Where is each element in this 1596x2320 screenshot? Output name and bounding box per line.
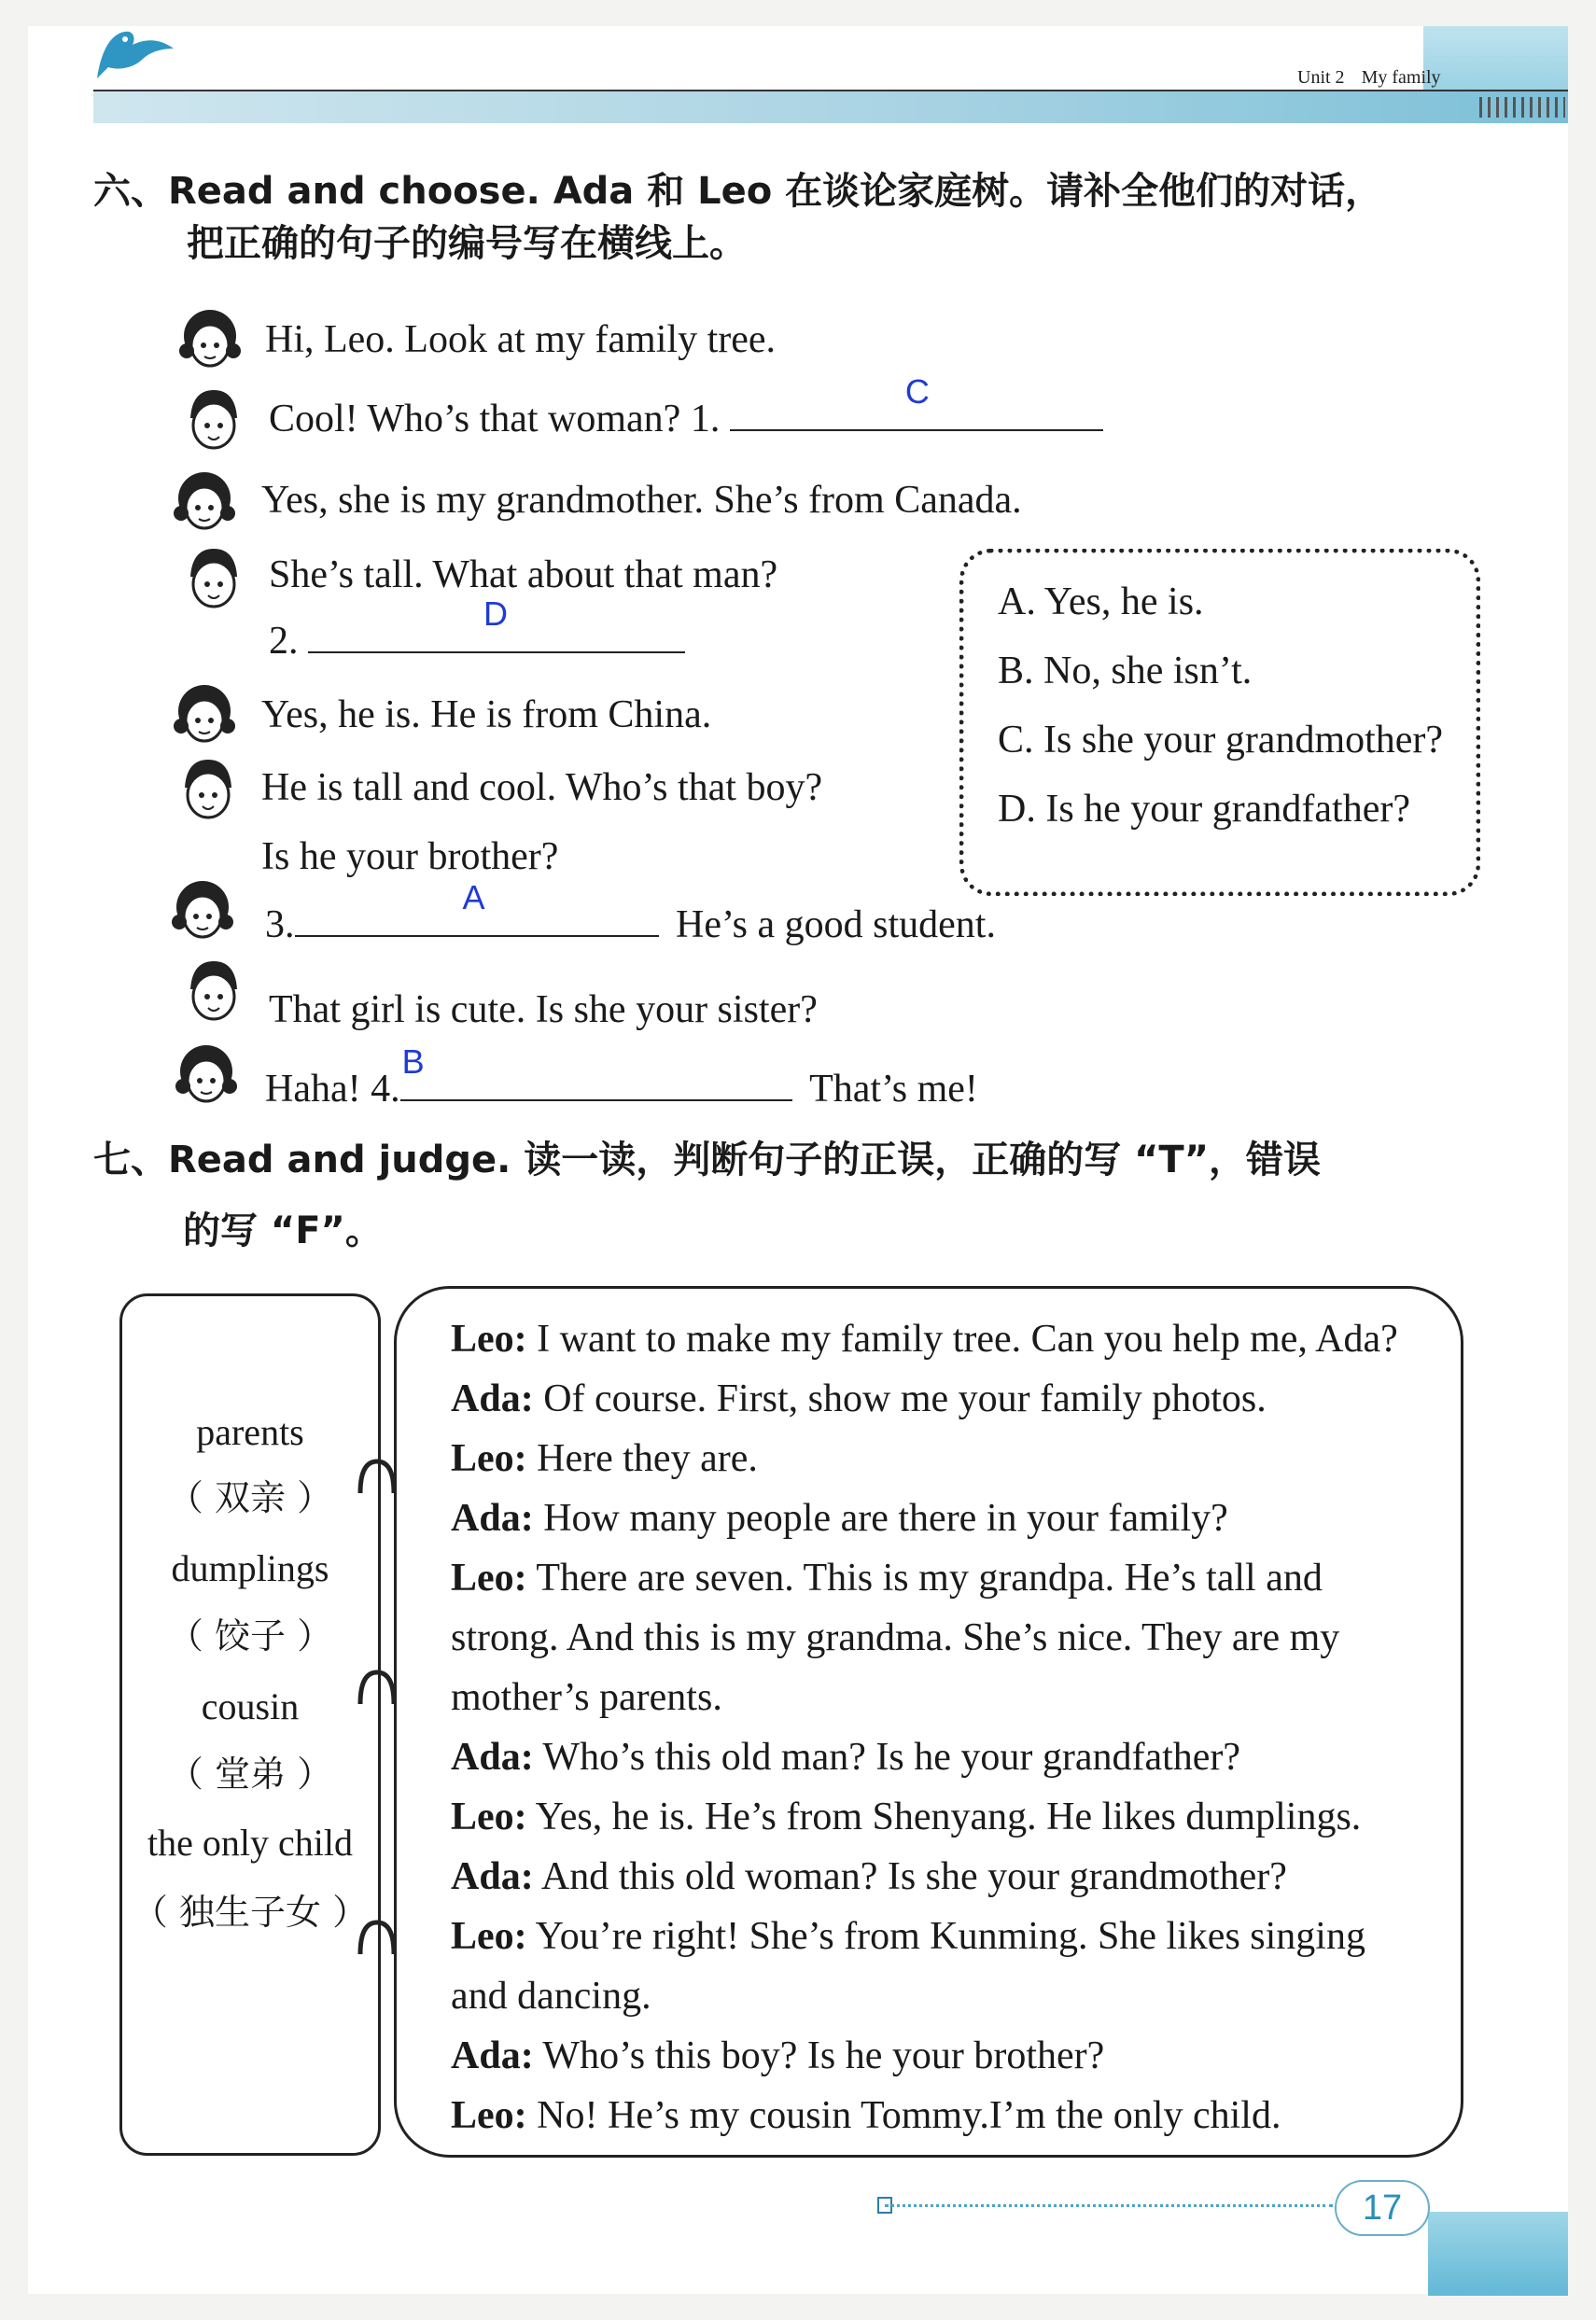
vocab-word: parents xyxy=(196,1411,304,1453)
header-band xyxy=(93,91,1568,123)
section6-heading-cont: 把正确的句子的编号写在横线上。 xyxy=(187,222,747,265)
option-b: B. No, she isn’t. xyxy=(998,650,1253,692)
leo-face-icon xyxy=(183,957,245,1025)
ada-face-icon xyxy=(172,879,233,946)
passage-line: Leo: No! He’s my cousin Tommy.I’m the only child. xyxy=(451,2094,1281,2137)
header-rule xyxy=(93,90,1568,91)
ada-face-icon xyxy=(174,470,235,538)
passage-line: Leo: You’re right! She’s from Kunming. She likes singing xyxy=(451,1915,1365,1958)
passage-line: Ada: And this old woman? Is she your grandmother? xyxy=(451,1855,1287,1898)
binder-ring-icon xyxy=(357,1667,398,1708)
dialogue-line-8: Is he your brother? xyxy=(261,835,559,878)
ada-face-icon xyxy=(174,683,235,750)
answer-blank-4[interactable] xyxy=(400,1042,792,1101)
footer-dotted-line xyxy=(885,2204,1333,2207)
vocab-word: cousin xyxy=(201,1685,300,1727)
answer-1: C xyxy=(904,372,930,411)
passage-line: Leo: There are seven. This is my grandpa. He’s tall and xyxy=(451,1557,1323,1600)
vocab-word: dumplings xyxy=(171,1547,329,1589)
answer-blank-1[interactable] xyxy=(730,372,1103,431)
ada-face-icon xyxy=(175,1043,237,1111)
options-box xyxy=(959,549,1480,896)
passage-line: Leo: I want to make my family tree. Can you help me, Ada? xyxy=(451,1318,1398,1361)
dialogue-line-2: Cool! Who’s that woman? 1. C xyxy=(269,392,1103,445)
binder-ring-icon xyxy=(357,1456,398,1497)
answer-2: D xyxy=(483,594,508,633)
option-d: D. Is he your grandfather? xyxy=(998,788,1410,831)
leo-face-icon xyxy=(183,386,245,454)
option-a: A. Yes, he is. xyxy=(998,580,1204,623)
passage-line: Leo: Yes, he is. He’s from Shenyang. He likes dumplings. xyxy=(451,1796,1362,1838)
answer-4: B xyxy=(401,1042,425,1081)
binder-ring-icon xyxy=(357,1917,398,1958)
passage-line: Ada: How many people are there in your family? xyxy=(451,1497,1228,1540)
dialogue-line-3: Yes, she is my grandmother. She’s from Canada. xyxy=(261,479,1022,522)
vocab-meaning: （ 饺子 ） xyxy=(167,1615,333,1656)
ada-face-icon xyxy=(179,308,241,375)
dialogue-line-11: Haha! 4. B That’s me! xyxy=(265,1062,978,1115)
bird-logo-icon xyxy=(91,24,177,84)
passage-line: Ada: Who’s this old man? Is he your grandfather? xyxy=(451,1736,1241,1779)
vocabulary-card xyxy=(119,1293,381,2156)
leo-face-icon xyxy=(177,756,239,823)
passage-line: Ada: Who’s this boy? Is he your brother? xyxy=(451,2034,1105,2077)
vocab-word: the only child xyxy=(147,1822,353,1864)
passage-line: and dancing. xyxy=(451,1975,651,2018)
header-unit: Unit 2 xyxy=(1297,67,1345,88)
answer-blank-3[interactable] xyxy=(295,878,659,937)
header-title xyxy=(1297,67,1458,89)
dialogue-line-6: Yes, he is. He is from China. xyxy=(261,693,712,736)
leo-face-icon xyxy=(183,545,245,612)
answer-3: A xyxy=(462,878,485,916)
page-number: 17 xyxy=(1335,2180,1430,2236)
dialogue-line-4: She’s tall. What about that man? xyxy=(269,553,778,596)
dialogue-line-7: He is tall and cool. Who’s that boy? xyxy=(261,766,823,809)
footer-band xyxy=(1428,2212,1568,2296)
option-c: C. Is she your grandmother? xyxy=(998,719,1444,762)
header-topic: My family xyxy=(1361,67,1441,88)
dialogue-line-5: 2. D xyxy=(269,614,685,667)
vocab-meaning: （ 独生子女 ） xyxy=(132,1892,369,1933)
passage-line: strong. And this is my grandma. She’s nice. They are my xyxy=(451,1616,1340,1659)
section7-heading: 七、Read and judge. 读一读，判断句子的正误，正确的写 “T”，错误 xyxy=(93,1139,1321,1181)
passage-line: mother’s parents. xyxy=(451,1676,722,1719)
reading-passage xyxy=(394,1286,1463,2158)
dialogue-line-10: That girl is cute. Is she your sister? xyxy=(269,988,818,1031)
dialogue-line-1: Hi, Leo. Look at my family tree. xyxy=(265,318,777,361)
section7-heading-cont: 的写 “F”。 xyxy=(183,1209,383,1252)
header-ticks xyxy=(1479,97,1565,118)
vocab-meaning: （ 双亲 ） xyxy=(167,1477,333,1518)
passage-line: Leo: Here they are. xyxy=(451,1437,758,1480)
section6-heading: 六、Read and choose. Ada 和 Leo 在谈论家庭树。请补全他们的对话， xyxy=(93,170,1383,213)
passage-line: Ada: Of course. First, show me your family photos. xyxy=(451,1377,1267,1420)
dialogue-line-9: 3. A He’s a good student. xyxy=(265,898,996,951)
vocab-meaning: （ 堂弟 ） xyxy=(167,1754,333,1795)
